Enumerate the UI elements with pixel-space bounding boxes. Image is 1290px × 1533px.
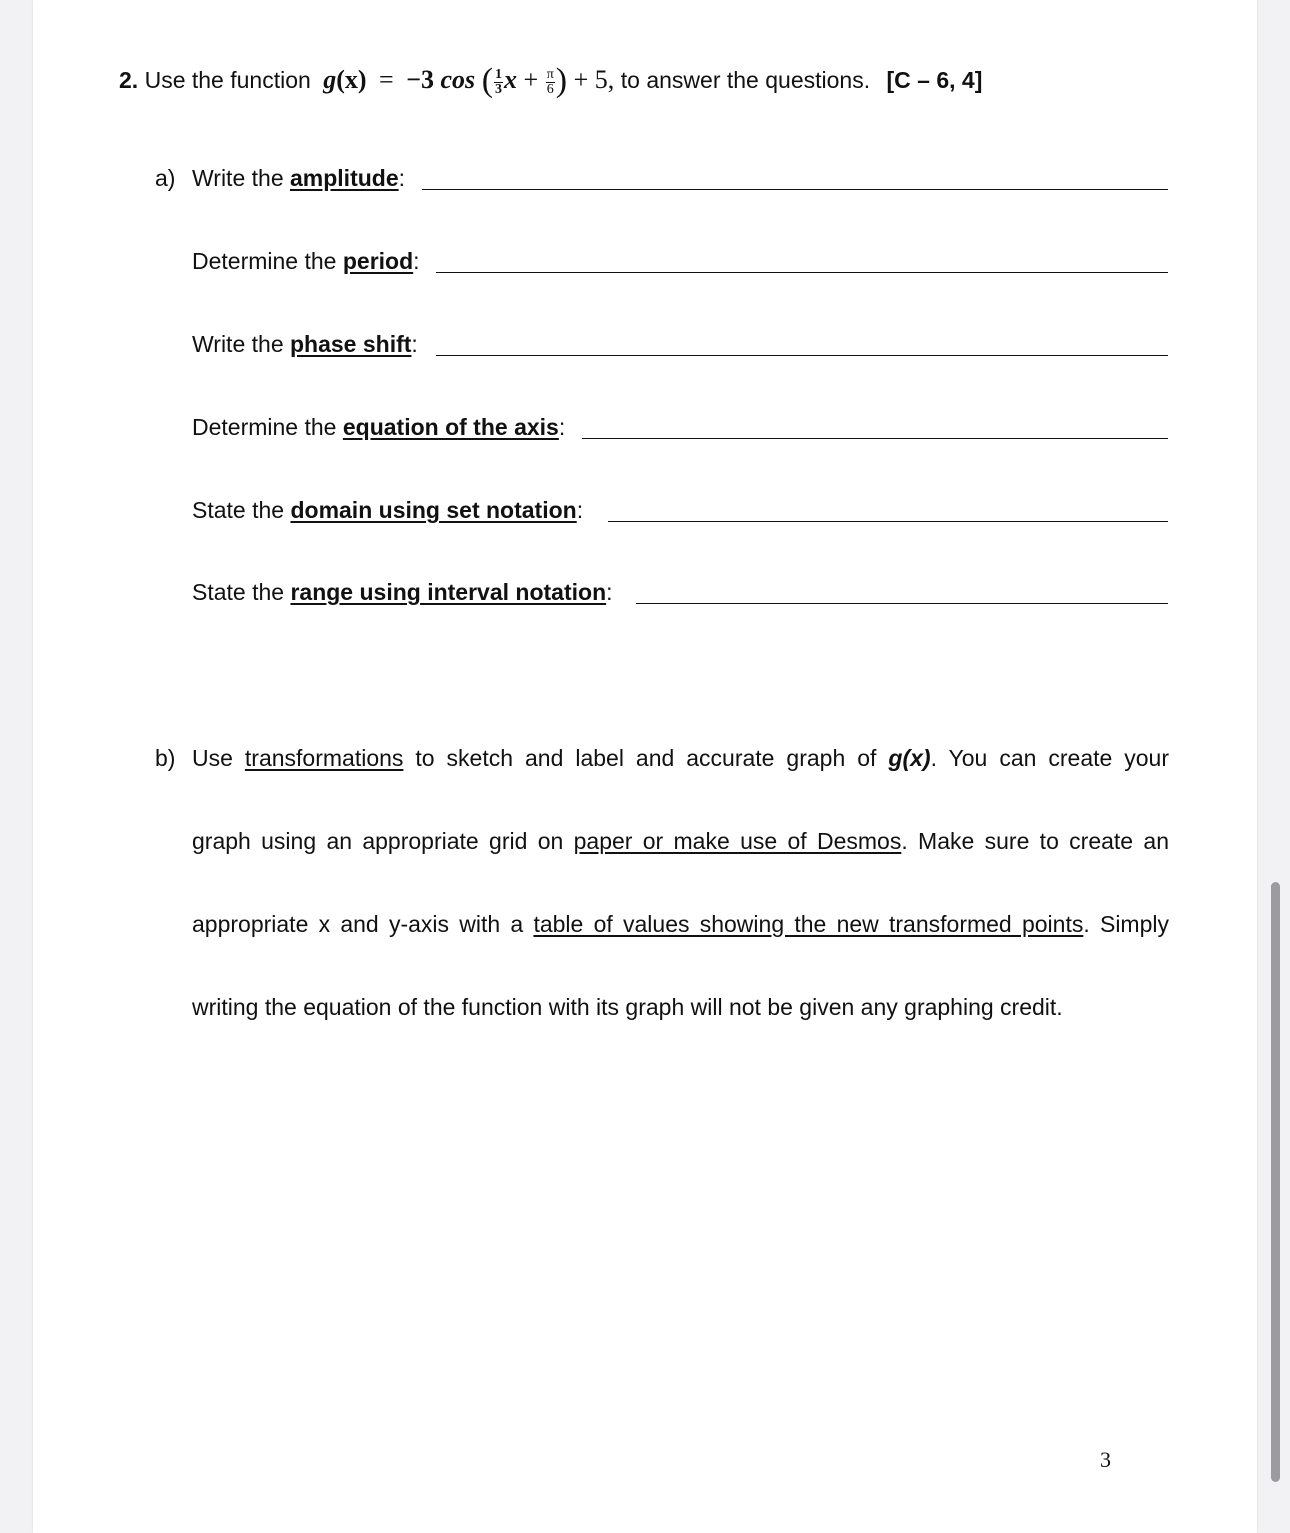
transformations-term: transformations <box>244 745 404 771</box>
part-b-line-3: appropriate x and y-axis with a table of values showing the new transformed points. Simply <box>192 911 1169 937</box>
paper-or-desmos-term: paper or make use of Desmos <box>573 828 902 854</box>
vertical-scrollbar[interactable] <box>1271 882 1280 1482</box>
amplitude-prompt: Write the amplitude: <box>192 165 406 191</box>
part-b-label: b) <box>155 745 176 771</box>
period-answer-line[interactable] <box>436 272 1168 273</box>
axis-equation-prompt: Determine the equation of the axis: <box>192 414 566 440</box>
amplitude-answer-line[interactable] <box>422 189 1168 190</box>
table-of-values-term: table of values showing the new transformed points <box>533 911 1084 937</box>
function-equation: g(x) = −3 cos ( $\frac{1}{3}$ x + $\frac{\pi}{6}$ ) + 5, <box>323 62 615 99</box>
question-marks: [C – 6, 4] <box>886 67 983 93</box>
range-prompt: State the range using interval notation: <box>192 579 613 605</box>
fraction-one-third: $\frac{1}{3}$ <box>495 66 503 97</box>
page-number: 3 <box>1100 1447 1111 1472</box>
phase-shift-answer-line[interactable] <box>436 355 1168 356</box>
period-prompt: Determine the period: <box>192 248 420 274</box>
part-b-line-1: Use transformations to sketch and label and accurate graph of g(x). You can create your <box>192 745 1170 771</box>
part-b-line-2: graph using an appropriate grid on paper or make use of Desmos. Make sure to create an <box>192 828 1170 854</box>
part-b-line-4: writing the equation of the function with its graph will not be given any graphing credit. <box>192 994 1063 1020</box>
amplitude-term: amplitude <box>290 165 399 191</box>
domain-term: domain using set notation <box>290 497 577 523</box>
question-intro: Use the function <box>144 67 311 93</box>
domain-answer-line[interactable] <box>608 521 1168 522</box>
range-answer-line[interactable] <box>636 603 1168 604</box>
range-term: range using interval notation <box>290 579 607 605</box>
question-header <box>119 62 983 99</box>
part-a-label: a) <box>155 165 176 191</box>
axis-equation-answer-line[interactable] <box>582 438 1168 439</box>
fraction-pi-sixth: $\frac{\pi}{6}$ <box>546 66 554 97</box>
question-outro: to answer the questions. <box>620 67 871 93</box>
domain-prompt: State the domain using set notation: <box>192 497 584 523</box>
phase-shift-term: phase shift <box>290 331 412 357</box>
question-number: 2. <box>119 67 139 93</box>
gx-term: g(x) <box>888 745 931 771</box>
axis-equation-term: equation of the axis <box>342 414 559 440</box>
period-term: period <box>342 248 414 274</box>
phase-shift-prompt: Write the phase shift: <box>192 331 418 357</box>
